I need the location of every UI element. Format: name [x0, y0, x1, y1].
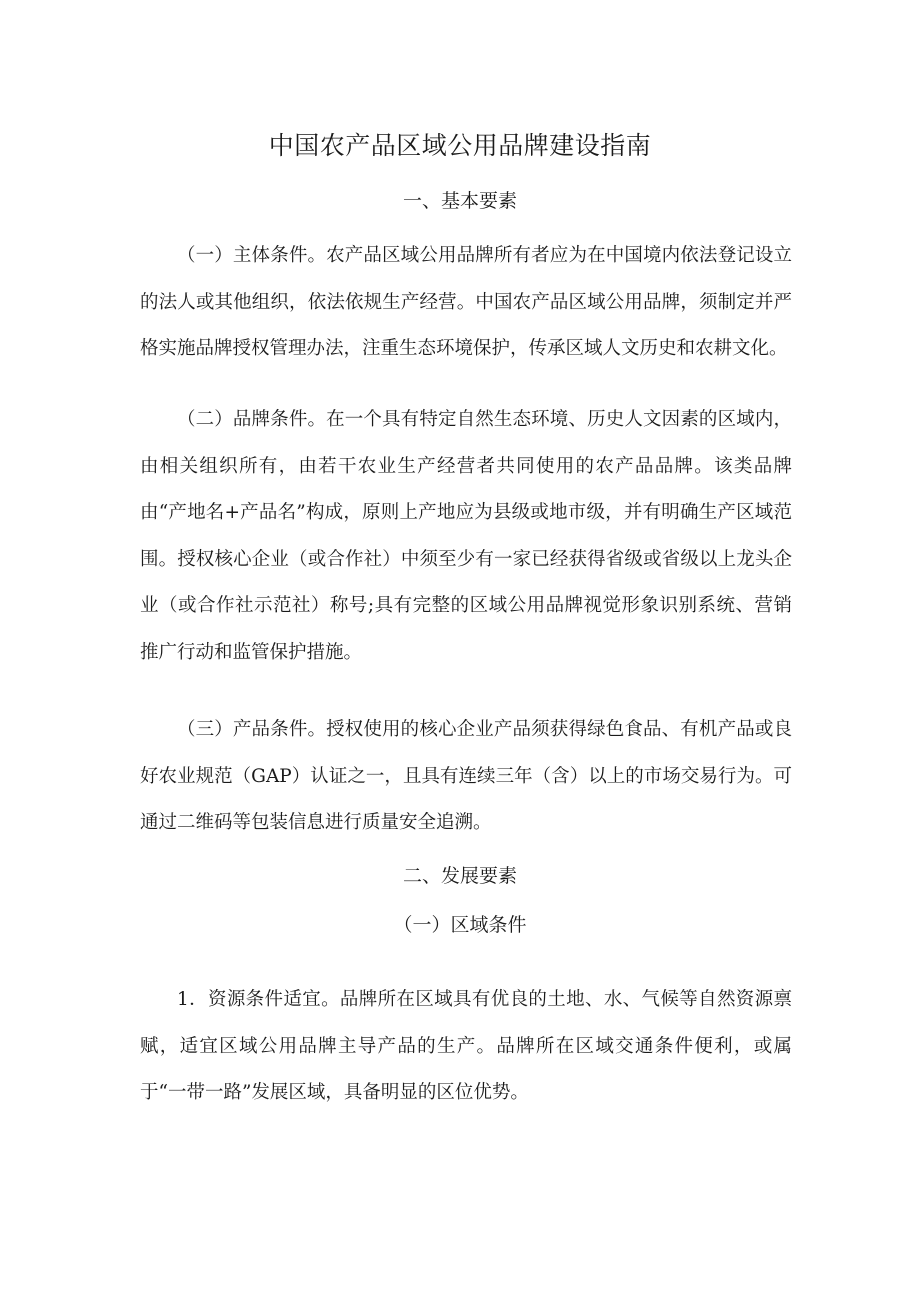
- subsection-heading-regional-conditions: （一）区域条件: [393, 914, 527, 936]
- paragraph-product-conditions: （三）产品条件。授权使用的核心企业产品须获得绿色食品、有机产品或良好农业规范（GAP）认证之一，且具有连续三年（含）以上的市场交易行为。可通过二维码等包装信息进行质量安全追溯。: [140, 719, 792, 833]
- paragraph-subject-conditions: （一）主体条件。农产品区域公用品牌所有者应为在中国境内依法登记设立的法人或其他组织，依法依规生产经营。中国农产品区域公用品牌，须制定并严格实施品牌授权管理办法，注重生态环境保护，传承区域人文历史和农耕文化。: [140, 245, 792, 359]
- paragraph-resource-conditions: 1．资源条件适宜。品牌所在区域具有优良的土地、水、气候等自然资源禀赋，适宜区域公用品牌主导产品的生产。品牌所在区域交通条件便利，或属于“一带一路”发展区域，具备明显的区位优势。: [140, 989, 792, 1103]
- section-heading-basic-elements: 一、基本要素: [402, 190, 517, 212]
- document-title: 中国农产品区域公用品牌建设指南: [268, 131, 652, 160]
- paragraph-brand-conditions: （二）品牌条件。在一个具有特定自然生态环境、历史人文因素的区域内，由相关组织所有，由若干农业生产经营者共同使用的农产品品牌。该类品牌由“产地名+产品名”构成，原则上产地应为县级或地市级，并有明确生产区域范围。授权核心企业（或合作社）中须至少有一家已经获得省级或省级以上龙头企业（或合作社示范社）称号;具有完整的区域公用品牌视觉形象识别系统、营销推广行动和监管保护措施。: [140, 409, 792, 663]
- section-heading-development-elements: 二、发展要素: [402, 865, 517, 887]
